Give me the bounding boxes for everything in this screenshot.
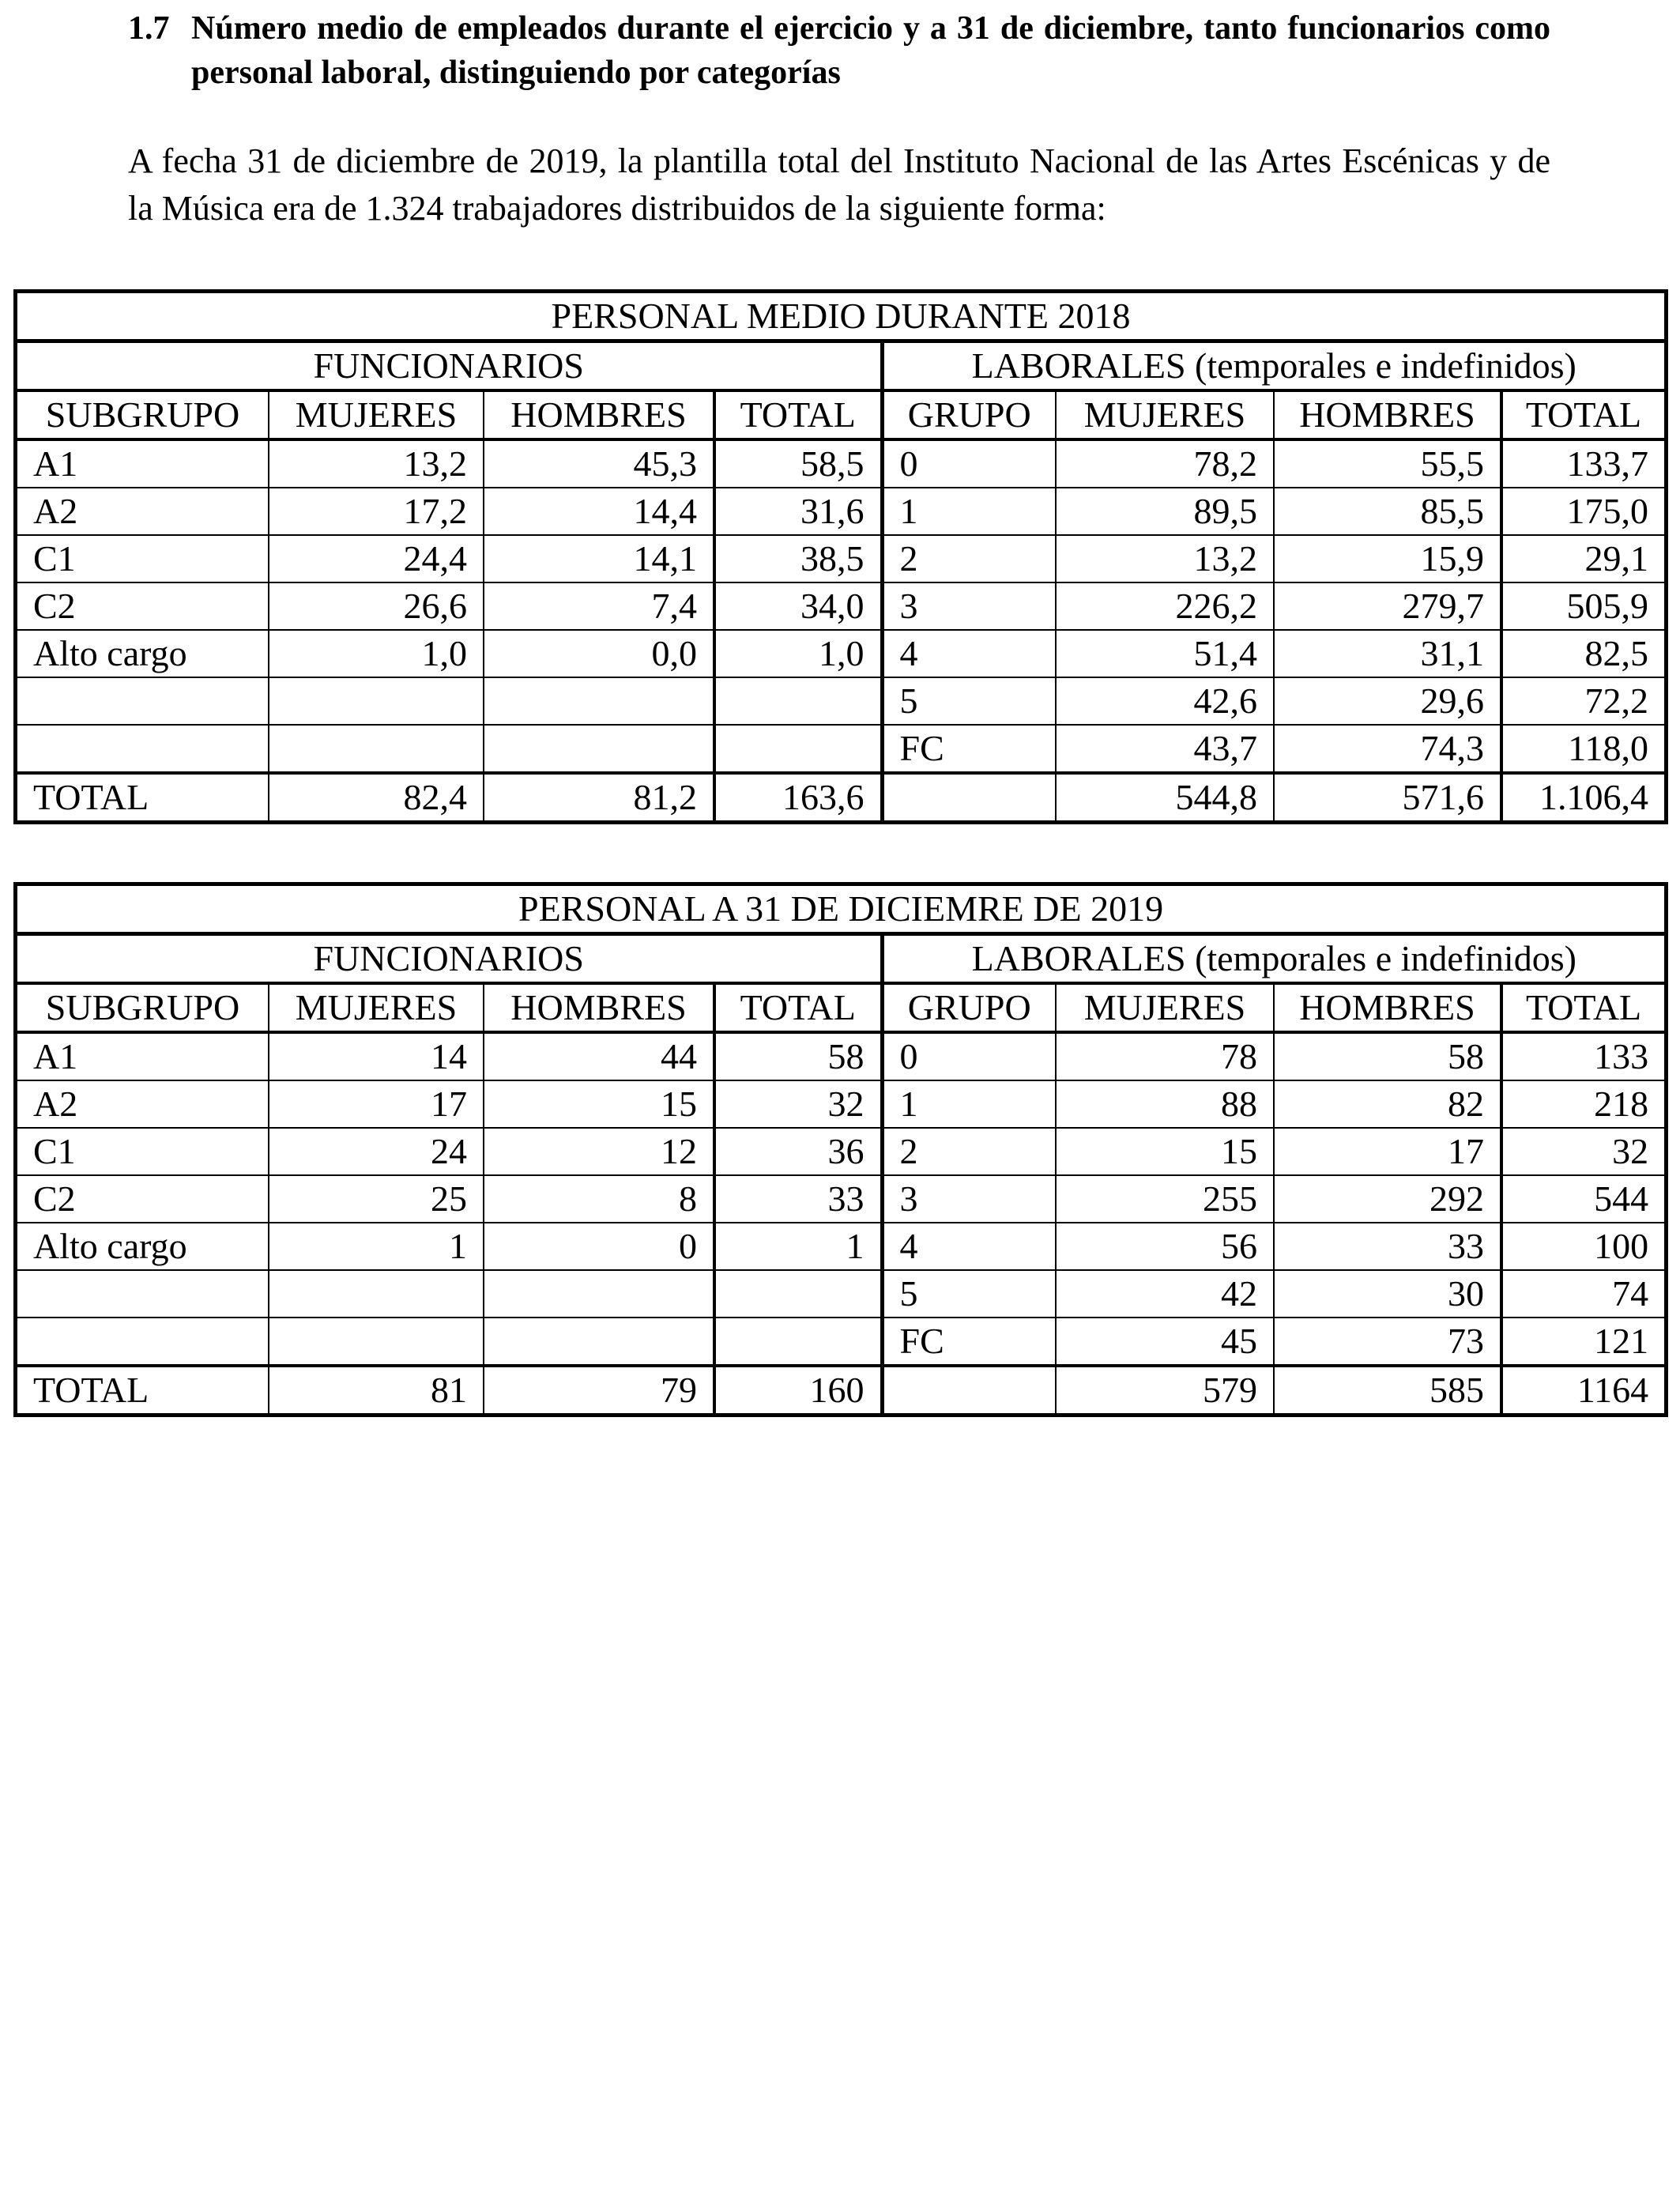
total-row <box>17 1366 1664 1413</box>
table-cell: 292 <box>1274 1175 1501 1223</box>
table-cell <box>269 1318 484 1366</box>
table-cell: A2 <box>17 488 269 535</box>
column-header-row <box>17 390 1664 439</box>
table-cell: 133 <box>1501 1032 1664 1080</box>
group-header-row <box>17 341 1664 391</box>
table-cell: C1 <box>17 1128 269 1175</box>
group-laborales: LABORALES (temporales e indefinidos) <box>882 934 1664 984</box>
table-cell: C2 <box>17 582 269 630</box>
table-row <box>17 1032 1664 1080</box>
table-cell: 36 <box>714 1128 882 1175</box>
table-cell: 0 <box>882 1032 1056 1080</box>
table-cell: 31,6 <box>714 488 882 535</box>
table-cell: 218 <box>1501 1080 1664 1128</box>
table-cell: 73 <box>1274 1318 1501 1366</box>
total-cell: 585 <box>1274 1366 1501 1413</box>
table-cell: 58,5 <box>714 439 882 488</box>
section-heading <box>128 6 1550 95</box>
table-cell: 255 <box>1056 1175 1274 1223</box>
table-cell: 1 <box>882 488 1056 535</box>
table-cell: Alto cargo <box>17 630 269 677</box>
table-cell <box>484 677 714 725</box>
section-title: Número medio de empleados durante el ejercicio y a 31 de diciembre, tanto funcionarios como personal laboral, distinguiendo por categorías <box>191 10 1550 91</box>
table-cell: 72,2 <box>1501 677 1664 725</box>
total-cell: 160 <box>714 1366 882 1413</box>
table-cell: Alto cargo <box>17 1223 269 1270</box>
table-cell: 29,1 <box>1501 535 1664 582</box>
total-cell: 571,6 <box>1274 773 1501 820</box>
table-title: PERSONAL A 31 DE DICIEMRE DE 2019 <box>17 886 1664 934</box>
table-cell: 29,6 <box>1274 677 1501 725</box>
table-cell: 1,0 <box>714 630 882 677</box>
table-cell: A2 <box>17 1080 269 1128</box>
table-cell: A1 <box>17 439 269 488</box>
table-row <box>17 1318 1664 1366</box>
table-cell <box>484 1318 714 1366</box>
table-cell: 24 <box>269 1128 484 1175</box>
table-cell: 1 <box>269 1223 484 1270</box>
table-cell: 30 <box>1274 1270 1501 1318</box>
group-header-row <box>17 934 1664 984</box>
column-header: TOTAL <box>714 390 882 439</box>
table-cell <box>269 725 484 773</box>
table-cell: 44 <box>484 1032 714 1080</box>
table-title-row <box>17 293 1664 341</box>
table-cell: 85,5 <box>1274 488 1501 535</box>
table-cell: 1,0 <box>269 630 484 677</box>
total-cell: 82,4 <box>269 773 484 820</box>
column-header: HOMBRES <box>484 390 714 439</box>
table-cell: 58 <box>714 1032 882 1080</box>
table-title: PERSONAL MEDIO DURANTE 2018 <box>17 293 1664 341</box>
total-cell: 1.106,4 <box>1501 773 1664 820</box>
table-cell <box>484 1270 714 1318</box>
column-header: TOTAL <box>714 983 882 1032</box>
table-cell: 14 <box>269 1032 484 1080</box>
table-cell: 33 <box>1274 1223 1501 1270</box>
table-cell: 0,0 <box>484 630 714 677</box>
column-header: HOMBRES <box>1274 983 1501 1032</box>
table-cell: 51,4 <box>1056 630 1274 677</box>
table-cell: 17 <box>269 1080 484 1128</box>
table-cell: 89,5 <box>1056 488 1274 535</box>
table-cell: 34,0 <box>714 582 882 630</box>
table-cell: 121 <box>1501 1318 1664 1366</box>
table-row <box>17 630 1664 677</box>
column-header: GRUPO <box>882 983 1056 1032</box>
table-cell: 74 <box>1501 1270 1664 1318</box>
intro-paragraph: A fecha 31 de diciembre de 2019, la plantilla total del Instituto Nacional de las Artes Escénicas y de la Música era de 1.324 trabajadores distribuidos de la siguiente forma: <box>128 141 1550 228</box>
group-funcionarios: FUNCIONARIOS <box>17 934 882 984</box>
table-row <box>17 1270 1664 1318</box>
table-cell: 0 <box>882 439 1056 488</box>
table-cell: 42,6 <box>1056 677 1274 725</box>
table-cell: 3 <box>882 1175 1056 1223</box>
table-cell: 100 <box>1501 1223 1664 1270</box>
table-cell: 24,4 <box>269 535 484 582</box>
table-cell: 82 <box>1274 1080 1501 1128</box>
column-header: TOTAL <box>1501 983 1664 1032</box>
table-cell: 32 <box>714 1080 882 1128</box>
table-cell: 0 <box>484 1223 714 1270</box>
table-personal-31-dic-2019 <box>13 882 1668 1417</box>
table-cell <box>17 1318 269 1366</box>
table-cell: 226,2 <box>1056 582 1274 630</box>
table-cell <box>269 1270 484 1318</box>
column-header: SUBGRUPO <box>17 983 269 1032</box>
table-cell: 13,2 <box>269 439 484 488</box>
table-cell: 1 <box>882 1080 1056 1128</box>
table-row <box>17 677 1664 725</box>
total-cell: TOTAL <box>17 1366 269 1413</box>
table-row <box>17 582 1664 630</box>
table-cell: 42 <box>1056 1270 1274 1318</box>
table-cell: 78 <box>1056 1032 1274 1080</box>
column-header: MUJERES <box>269 983 484 1032</box>
table-cell: 43,7 <box>1056 725 1274 773</box>
total-cell: 544,8 <box>1056 773 1274 820</box>
table-cell <box>17 677 269 725</box>
table-cell: 118,0 <box>1501 725 1664 773</box>
table-row <box>17 1080 1664 1128</box>
group-funcionarios: FUNCIONARIOS <box>17 341 882 391</box>
table-cell: 4 <box>882 630 1056 677</box>
table-row <box>17 725 1664 773</box>
table-cell: 13,2 <box>1056 535 1274 582</box>
table-cell: 88 <box>1056 1080 1274 1128</box>
table-cell: 1 <box>714 1223 882 1270</box>
total-cell: 81,2 <box>484 773 714 820</box>
table-cell <box>714 677 882 725</box>
total-cell <box>882 773 1056 820</box>
total-cell: 79 <box>484 1366 714 1413</box>
table-cell: FC <box>882 725 1056 773</box>
table-cell: 74,3 <box>1274 725 1501 773</box>
column-header: HOMBRES <box>1274 390 1501 439</box>
table-cell: 15,9 <box>1274 535 1501 582</box>
table-cell: 175,0 <box>1501 488 1664 535</box>
table-cell: 17,2 <box>269 488 484 535</box>
table-cell: C2 <box>17 1175 269 1223</box>
table-cell: 31,1 <box>1274 630 1501 677</box>
group-laborales: LABORALES (temporales e indefinidos) <box>882 341 1664 391</box>
table-cell: 8 <box>484 1175 714 1223</box>
table-cell: 505,9 <box>1501 582 1664 630</box>
table-cell: 279,7 <box>1274 582 1501 630</box>
table-cell: 14,4 <box>484 488 714 535</box>
total-row <box>17 773 1664 820</box>
table-cell: A1 <box>17 1032 269 1080</box>
table-cell: 25 <box>269 1175 484 1223</box>
section-number: 1.7 <box>128 10 170 47</box>
table-cell: 17 <box>1274 1128 1501 1175</box>
table-cell <box>714 1318 882 1366</box>
table-row <box>17 439 1664 488</box>
table-cell: C1 <box>17 535 269 582</box>
table-cell: 3 <box>882 582 1056 630</box>
table-cell: 15 <box>1056 1128 1274 1175</box>
total-cell: 81 <box>269 1366 484 1413</box>
column-header: TOTAL <box>1501 390 1664 439</box>
table-cell: 2 <box>882 535 1056 582</box>
table-cell <box>484 725 714 773</box>
table-cell: 133,7 <box>1501 439 1664 488</box>
table-cell: 5 <box>882 677 1056 725</box>
table-cell <box>714 725 882 773</box>
total-cell <box>882 1366 1056 1413</box>
total-cell: 163,6 <box>714 773 882 820</box>
total-cell: TOTAL <box>17 773 269 820</box>
table-cell: 45,3 <box>484 439 714 488</box>
table-cell: 45 <box>1056 1318 1274 1366</box>
table-cell: 82,5 <box>1501 630 1664 677</box>
table-cell: 544 <box>1501 1175 1664 1223</box>
table-cell: 4 <box>882 1223 1056 1270</box>
table-cell: 5 <box>882 1270 1056 1318</box>
table-row <box>17 488 1664 535</box>
column-header: MUJERES <box>1056 983 1274 1032</box>
table-cell: FC <box>882 1318 1056 1366</box>
total-cell: 579 <box>1056 1366 1274 1413</box>
table-cell: 33 <box>714 1175 882 1223</box>
table-cell <box>714 1270 882 1318</box>
table-cell <box>269 677 484 725</box>
column-header: GRUPO <box>882 390 1056 439</box>
table-row <box>17 1223 1664 1270</box>
column-header: SUBGRUPO <box>17 390 269 439</box>
table-cell: 32 <box>1501 1128 1664 1175</box>
table-personal-medio-2018 <box>13 289 1668 824</box>
table-cell: 38,5 <box>714 535 882 582</box>
table-row <box>17 535 1664 582</box>
table-row <box>17 1128 1664 1175</box>
column-header: MUJERES <box>269 390 484 439</box>
table-cell: 7,4 <box>484 582 714 630</box>
table-cell <box>17 725 269 773</box>
table-cell: 78,2 <box>1056 439 1274 488</box>
table-cell: 58 <box>1274 1032 1501 1080</box>
table-cell: 55,5 <box>1274 439 1501 488</box>
table-cell: 2 <box>882 1128 1056 1175</box>
column-header-row <box>17 983 1664 1032</box>
table-cell: 56 <box>1056 1223 1274 1270</box>
column-header: MUJERES <box>1056 390 1274 439</box>
total-cell: 1164 <box>1501 1366 1664 1413</box>
table-row <box>17 1175 1664 1223</box>
table-cell: 14,1 <box>484 535 714 582</box>
table-cell: 26,6 <box>269 582 484 630</box>
table-cell: 12 <box>484 1128 714 1175</box>
table-cell: 15 <box>484 1080 714 1128</box>
table-cell <box>17 1270 269 1318</box>
column-header: HOMBRES <box>484 983 714 1032</box>
table-title-row <box>17 886 1664 934</box>
